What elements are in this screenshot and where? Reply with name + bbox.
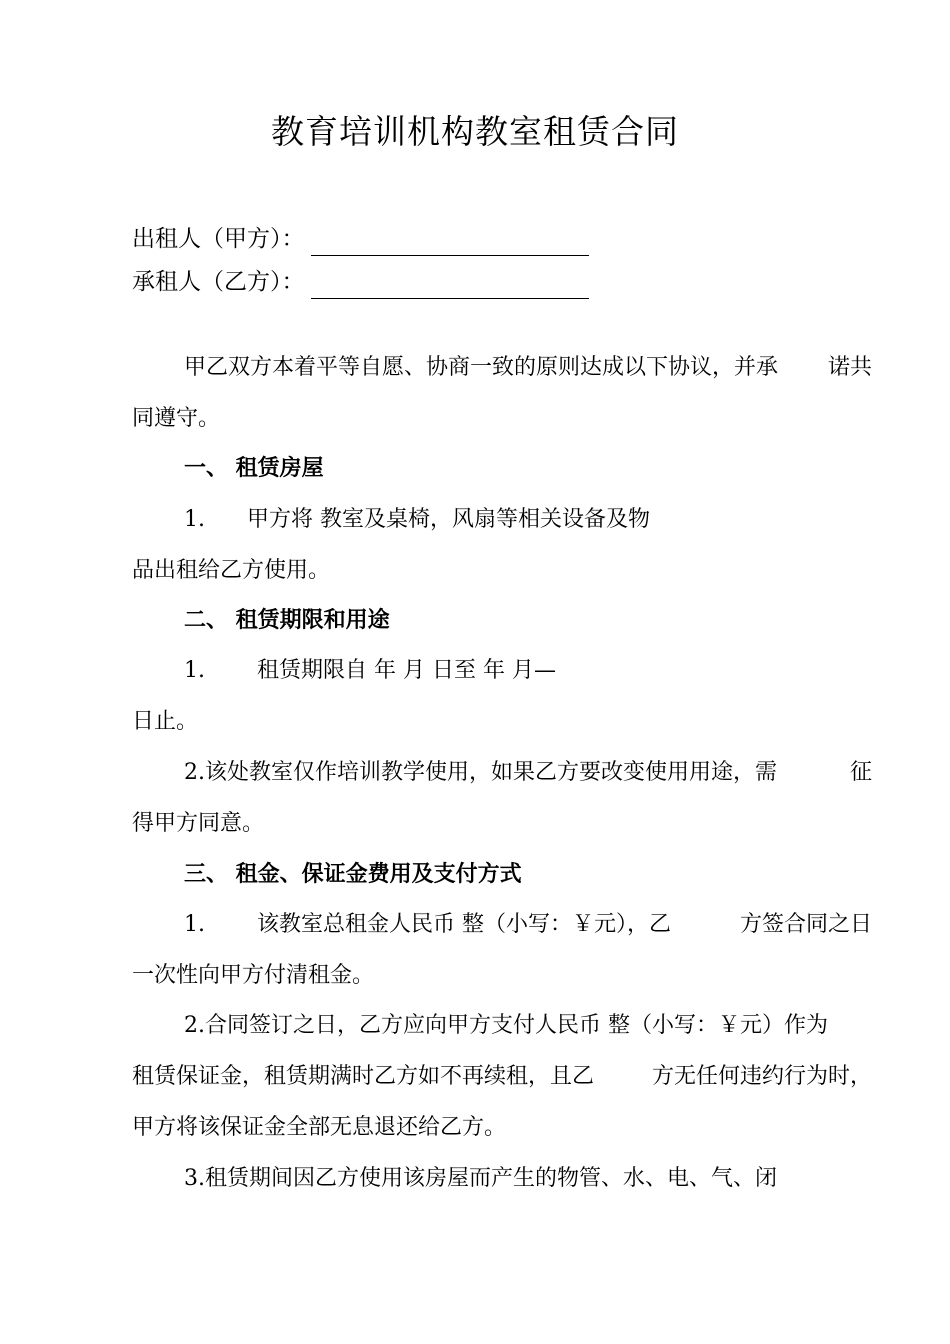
intro-text: 甲乙双方本着平等自愿、协商一致的原则达成以下协议，并承 (184, 355, 779, 380)
section-3-item-1 (184, 909, 872, 941)
lessee-blank (311, 272, 589, 299)
item-text: 租赁保证金，租赁期满时乙方如不再续租，且乙 (132, 1064, 595, 1089)
intro-line-1 (184, 352, 872, 384)
lessee-label: 承租人（乙方）： (132, 269, 305, 295)
section-2-item-1 (184, 655, 556, 687)
item-text: 租赁期限自 年 月 日至 年 月— (257, 658, 556, 683)
item-number: 1. (184, 912, 205, 937)
section-3-item-2-cont (132, 1061, 872, 1093)
section-1-item-1 (184, 504, 650, 536)
intro-line-2: 同遵守。 (132, 406, 221, 431)
item-text: 甲方将 教室及桌椅，风扇等相关设备及物 (247, 507, 650, 532)
section-3-item-3: 3.租赁期间因乙方使用该房屋而产生的物管、水、电、气、闭 (184, 1166, 777, 1191)
section-2-heading: 二、 租赁期限和用途 (184, 608, 390, 633)
item-text: 该教室总租金人民币 整（小写：￥元），乙 (257, 912, 671, 937)
item-text: 2.该处教室仅作培训教学使用，如果乙方要改变使用用途，需 (184, 760, 777, 785)
item-text-end: 方无任何违约行为时， (651, 1064, 872, 1089)
section-2-item-1-cont: 日止。 (132, 709, 199, 734)
lessee-line (132, 265, 589, 299)
item-text-start (184, 909, 671, 941)
section-2-item-2 (184, 757, 872, 789)
section-1-item-1-cont: 品出租给乙方使用。 (132, 558, 331, 583)
lessor-line (132, 222, 589, 256)
lessor-blank (311, 229, 589, 256)
section-2-item-2-cont: 得甲方同意。 (132, 811, 265, 836)
section-3-item-2-cont-2: 甲方将该保证金全部无息退还给乙方。 (132, 1115, 507, 1140)
section-3-item-1-cont: 一次性向甲方付清租金。 (132, 963, 375, 988)
section-3-heading: 三、 租金、保证金费用及支付方式 (184, 862, 522, 887)
item-number: 1. (184, 507, 205, 532)
lessor-label: 出租人（甲方）： (132, 226, 305, 252)
section-1-heading: 一、 租赁房屋 (184, 456, 324, 481)
item-number: 1. (184, 658, 205, 683)
contract-title: 教育培训机构教室租赁合同 (271, 112, 679, 151)
intro-text-end: 诺共 (827, 355, 872, 380)
section-3-item-2: 2.合同签订之日，乙方应向甲方支付人民币 整（小写：￥元）作为 (184, 1013, 828, 1038)
item-text-end: 方签合同之日 (739, 912, 872, 937)
item-text-end: 征 (849, 760, 872, 785)
